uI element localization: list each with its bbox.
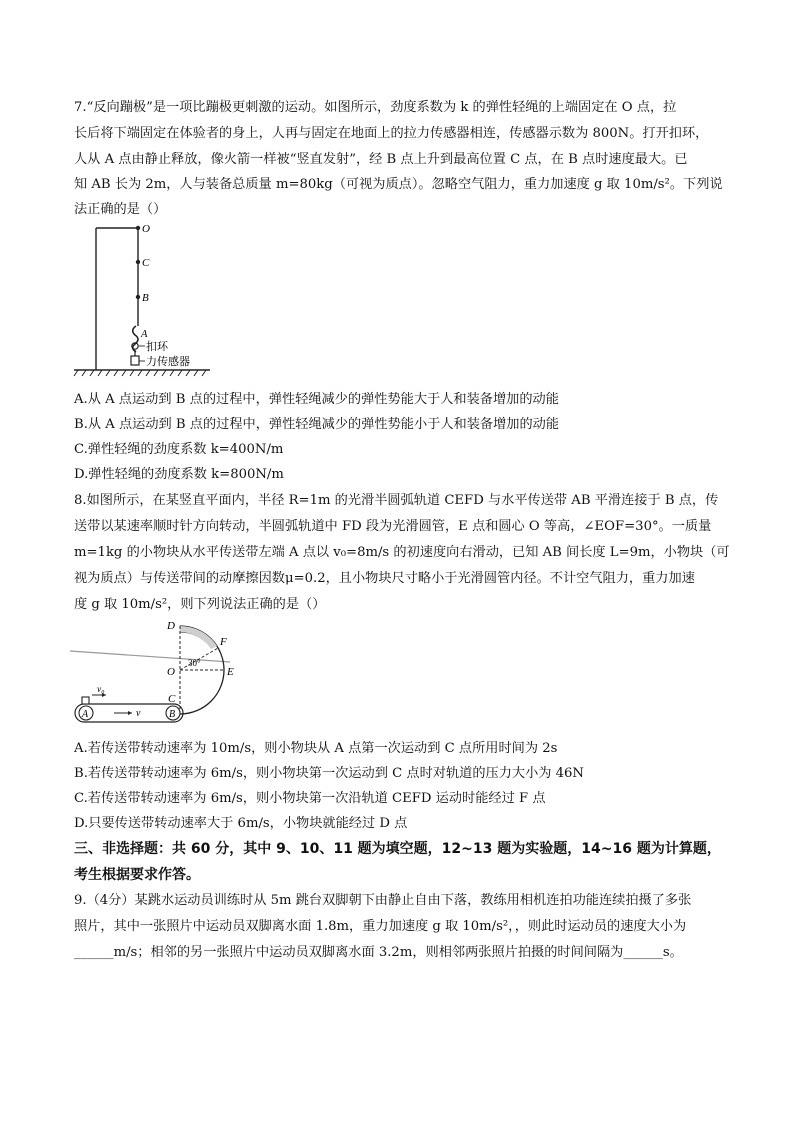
- q8-label-d: D: [167, 620, 175, 632]
- q7-label-c: C: [142, 257, 150, 269]
- q8-option-b: B.若传送带转动速率为 6m/s，则小物块第一次运动到 C 点时对轨道的压力大小为 46N: [74, 766, 584, 781]
- q7-line-3: 人从 A 点由静止释放，像火箭一样被“竖直发射”，经 B 点上升到最高位置 C 点，在 B 点时速度最大。已: [74, 152, 688, 167]
- q8-label-f: F: [220, 636, 227, 648]
- q7-point-c: [136, 260, 140, 264]
- q8-line-5: 度 g 取 10m/s²，则下列说法正确的是（）: [74, 597, 326, 612]
- q7-point-b: [136, 295, 140, 299]
- q8-line-2: 送带以某速率顺时针方向转动，半圆弧轨道中 FD 段为光滑圆管，E 点和圆心 O 等高，∠EOF=30°。一质量: [74, 519, 712, 534]
- section3-heading-line-2: 考生根据要求作答。: [74, 867, 200, 883]
- q7-option-c: C.弹性轻绳的劲度系数 k=400N/m: [74, 442, 284, 457]
- section3-heading-line-1: 三、非选择题：共 60 分，其中 9、10、11 题为填空题，12~13 题为实验题，14~16 题为计算题，: [74, 841, 721, 857]
- q8-label-v0: v₀: [97, 685, 105, 695]
- q7-option-a: A.从 A 点运动到 B 点的过程中，弹性轻绳减少的弹性势能大于人和装备增加的动能: [74, 392, 559, 407]
- q8-label-v: v: [136, 708, 141, 719]
- q7-point-o: [136, 226, 140, 230]
- q8-line-3: m=1kg 的小物块从水平传送带左端 A 点以 v₀=8m/s 的初速度向右滑动，已知 AB 间长度 L=9m，小物块（可: [74, 545, 730, 560]
- q7-line-1: 7.“反向蹦极”是一项比蹦极更刺激的运动。如图所示，劲度系数为 k 的弹性轻绳的上端固定在 O 点，拉: [74, 100, 677, 115]
- q8-line-4: 视为质点）与传送带间的动摩擦因数μ=0.2，且小物块尺寸略小于光滑圆管内径。不计空气阻力，重力加速: [74, 571, 695, 586]
- q8-label-b: B: [169, 709, 176, 720]
- q8-option-d: D.只要传送带转动速率大于 6m/s，小物块就能经过 D 点: [74, 816, 408, 831]
- q8-option-c: C.若传送带转动速率为 6m/s，则小物块第一次沿轨道 CEFD 运动时能经过 F 点: [74, 791, 546, 806]
- q8-block: [82, 697, 89, 704]
- q8-horizontal-line: [70, 651, 230, 662]
- q7-label-b: B: [142, 292, 149, 304]
- q7-line-5: 法正确的是（）: [74, 202, 167, 217]
- q7-figure: [70, 222, 240, 384]
- q8-line-1: 8.如图所示，在某竖直平面内，半径 R=1m 的光滑半圆弧轨道 CEFD 与水平传送带 AB 平滑连接于 B 点，传: [74, 493, 719, 508]
- q8-label-a: A: [82, 709, 89, 720]
- q9-line-2: 照片，其中一张照片中运动员双脚离水面 1.8m，重力加速度 g 取 10m/s²，，则此时运动员的速度大小为: [74, 919, 687, 934]
- q7-line-2: 长后将下端固定在体验者的身上，人再与固定在地面上的拉力传感器相连，传感器示数为 800N。打开扣环，: [74, 126, 709, 141]
- q9-line-1: 9.（4分）某跳水运动员训练时从 5m 跳台双脚朝下由静止自由下落，教练用相机连拍功能连续拍摄了多张: [74, 893, 692, 908]
- q9-line-3: ______m/s；相邻的另一张照片中运动员双脚离水面 3.2m，则相邻两张照片拍摄的时间间隔为______s。: [74, 945, 683, 960]
- q7-ground-hatch: [74, 370, 206, 376]
- q8-label-c: C: [168, 693, 176, 705]
- q8-figure: [70, 618, 240, 728]
- q7-label-o: O: [142, 223, 150, 235]
- q7-label-sensor: 力传感器: [146, 356, 190, 368]
- q8-option-a: A.若传送带转动速率为 10m/s，则小物块从 A 点第一次运动到 C 点所用时间为 2s: [74, 741, 558, 756]
- q7-option-b: B.从 A 点运动到 B 点的过程中，弹性轻绳减少的弹性势能小于人和装备增加的动能: [74, 417, 560, 432]
- q7-label-buckle: 扣环: [146, 341, 168, 353]
- q8-v-arrowhead: [128, 711, 132, 715]
- q8-label-o: O: [167, 666, 175, 678]
- q8-label-e: E: [227, 666, 234, 678]
- q7-sensor-box: [131, 356, 139, 365]
- q7-label-a: A: [141, 329, 148, 340]
- q8-label-angle: 30°: [188, 658, 201, 668]
- q7-line-4: 知 AB 长为 2m，人与装备总质量 m=80kg（可视为质点）。忽略空气阻力，重力加速度 g 取 10m/s²。下列说: [74, 177, 723, 192]
- q7-option-d: D.弹性轻绳的劲度系数 k=800N/m: [74, 467, 284, 482]
